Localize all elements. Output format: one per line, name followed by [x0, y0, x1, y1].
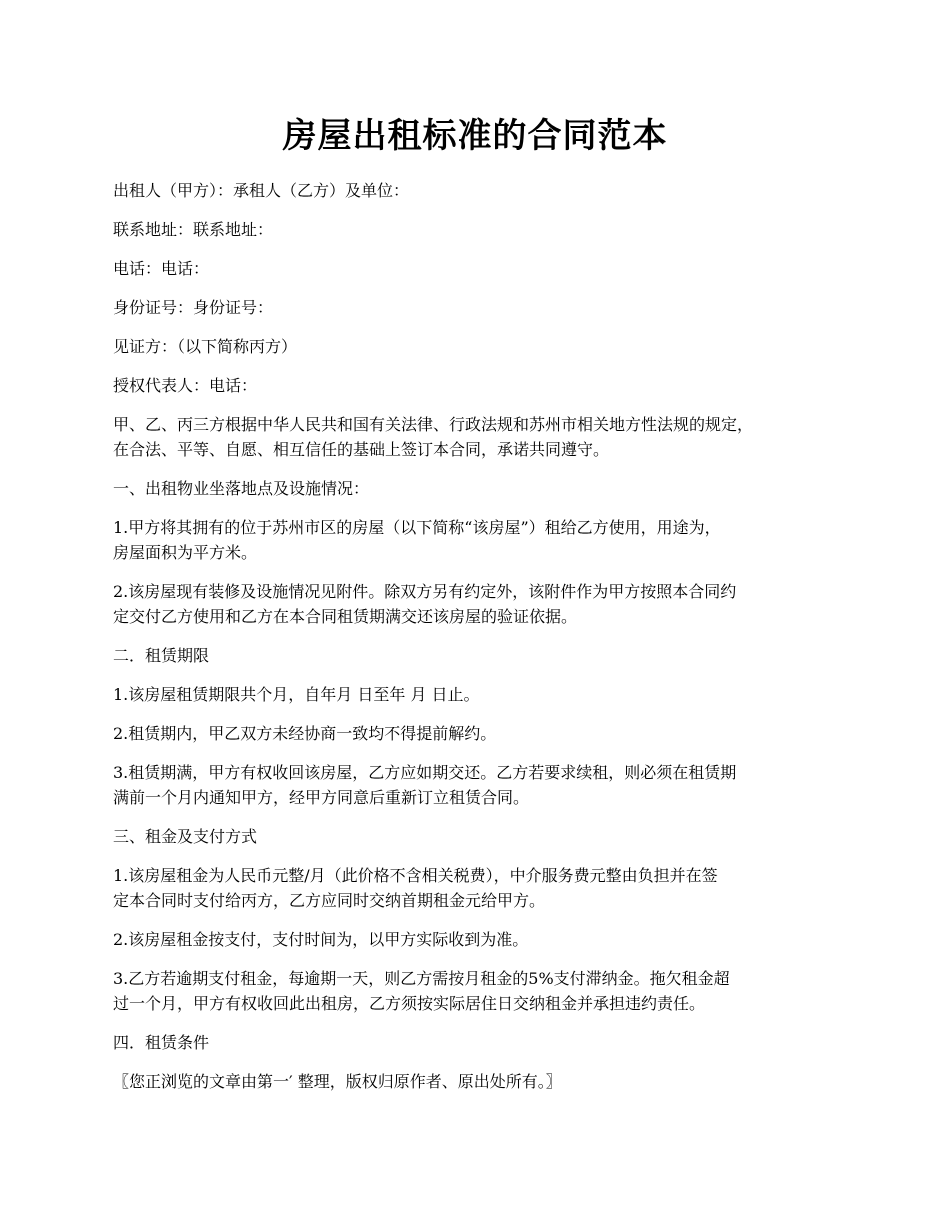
paragraph-phone: 电话：电话： [113, 259, 210, 278]
clause-2-1: 1.该房屋租赁期限共个月，自年月 日至年 月 日止。 [113, 685, 480, 704]
paragraph-witness: 见证方：（以下简称丙方） [113, 337, 298, 356]
paragraph-lessor-lessee: 出租人（甲方）：承租人（乙方）及单位： [113, 181, 410, 200]
paragraph-id-number: 身份证号：身份证号： [113, 298, 274, 317]
section-heading-1: 一、出租物业坐落地点及设施情况： [113, 479, 370, 498]
document-title: 房屋出租标准的合同范本 [282, 116, 668, 156]
clause-2-2: 2.租赁期内，甲乙双方未经协商一致均不得提前解约。 [113, 724, 497, 743]
section-heading-2: 二．租赁期限 [113, 646, 210, 665]
section-heading-4: 四．租赁条件 [113, 1033, 210, 1052]
paragraph-preamble: 甲、乙、丙三方根据中华人民共和国有关法律、行政法规和苏州市相关地方性法规的规定， 在合法、平等、自愿、相互信任的基础上签订本合同，承诺共同遵守。 [113, 415, 754, 459]
paragraph-authorized-rep: 授权代表人：电话： [113, 376, 258, 395]
clause-1-1: 1.甲方将其拥有的位于苏州市区的房屋（以下简称“该房屋”）租给乙方使用，用途为， 房屋面积为平方米。 [113, 518, 721, 562]
clause-3-1: 1.该房屋租金为人民币元整/月（此价格不含相关税费），中介服务费元整由负担并在签 定本合同时支付给丙方，乙方应同时交纳首期租金元给甲方。 [113, 866, 718, 910]
clause-3-2: 2.该房屋租金按支付，支付时间为，以甲方实际收到为准。 [113, 930, 529, 949]
copyright-notice: 〖您正浏览的文章由第一′ 整理，版权归原作者、原出处所有。〗 [113, 1072, 562, 1091]
clause-3-3: 3.乙方若逾期支付租金，每逾期一天，则乙方需按月租金的5%支付滞纳金。拖欠租金超 过一个月，甲方有权收回此出租房，乙方须按实际居住日交纳租金并承担违约责任。 [113, 969, 730, 1013]
paragraph-contact-address: 联系地址：联系地址： [113, 220, 274, 239]
clause-2-3: 3.租赁期满，甲方有权收回该房屋，乙方应如期交还。乙方若要求续租，则必须在租赁期 满前一个月内通知甲方，经甲方同意后重新订立租赁合同。 [113, 763, 737, 807]
clause-1-2: 2.该房屋现有装修及设施情况见附件。除双方另有约定外，该附件作为甲方按照本合同约 定交付乙方使用和乙方在本合同租赁期满交还该房屋的验证依据。 [113, 582, 737, 626]
document-body [113, 178, 853, 1108]
section-heading-3: 三、租金及支付方式 [113, 827, 258, 846]
